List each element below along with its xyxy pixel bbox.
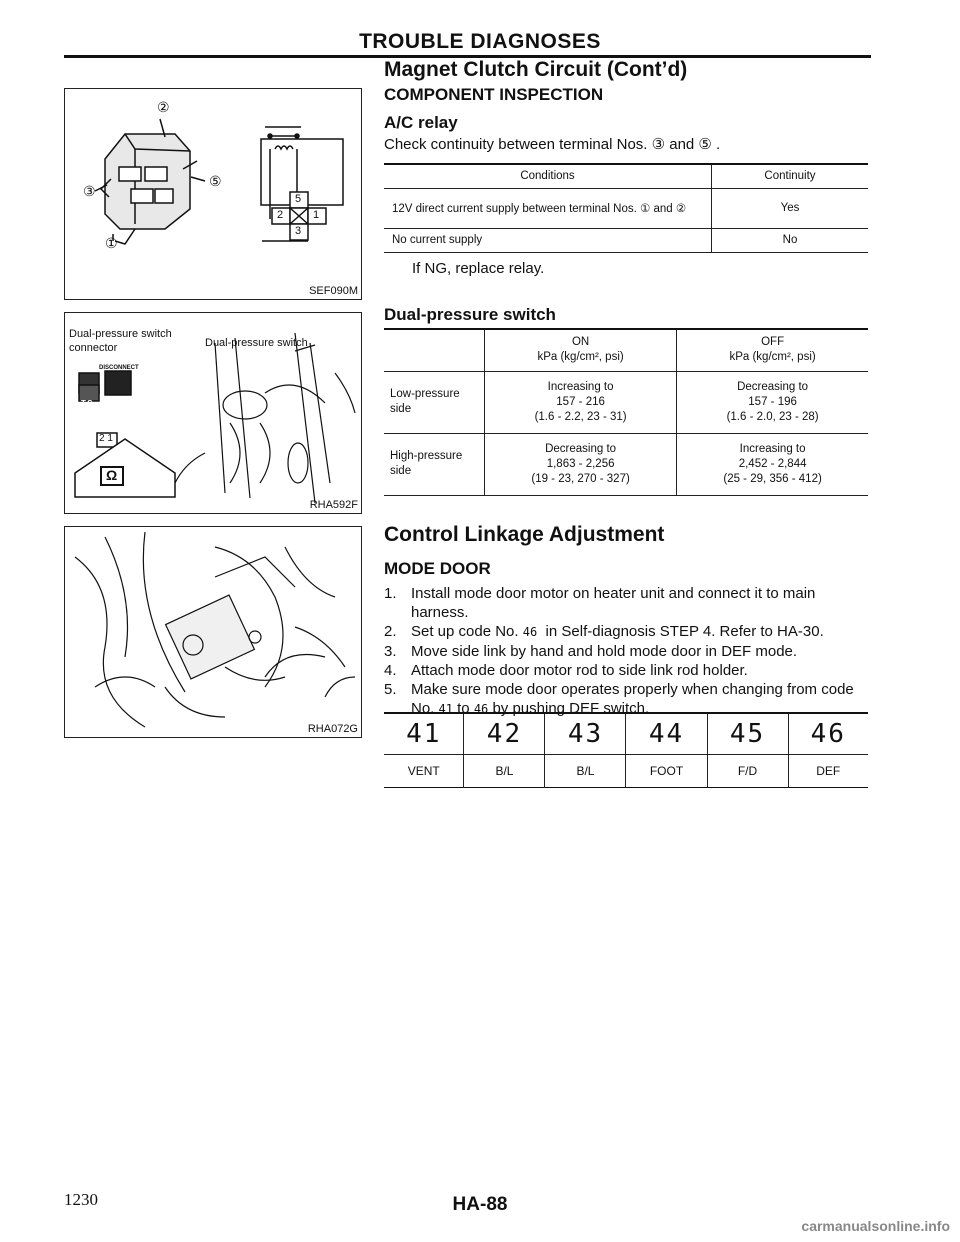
ts-label: T.S. (81, 399, 95, 408)
dp-row-label: High-pressure side (384, 433, 485, 495)
step-item (384, 642, 868, 661)
relay-note: If NG, replace relay. (412, 260, 545, 277)
mode-code-cell: 44 (626, 713, 707, 755)
dp-header-off-state: OFF (761, 336, 785, 349)
connector-label: Dual-pressure switch connector (69, 328, 172, 354)
mode-door-heading: MODE DOOR (384, 559, 491, 578)
mode-name-cell: F/D (707, 755, 788, 788)
step-number: 4. (384, 662, 397, 679)
dp-row-label: Low-pressure side (384, 371, 485, 433)
control-linkage-title: Control Linkage Adjustment (384, 523, 665, 546)
relay-row-continuity: Yes (712, 188, 869, 228)
dp-cell-line: 1,863 - 2,256 (546, 457, 615, 470)
mode-code-cell: 43 (545, 713, 626, 755)
relay-row-continuity: No (712, 228, 869, 252)
watermark: carmanualsonline.info (801, 1218, 950, 1234)
mode-name-cell: B/L (464, 755, 545, 788)
dp-header-on-unit: kPa (kg/cm², psi) (537, 351, 624, 364)
step-text: Attach mode door motor rod to side link rod holder. (411, 662, 748, 679)
terminal-3-label: ③ (83, 183, 96, 199)
dp-corner-cell (384, 329, 485, 371)
adjustment-steps (384, 584, 868, 719)
dp-header-off-unit: kPa (kg/cm², psi) (729, 351, 816, 364)
mode-code-cell: 46 (788, 713, 868, 755)
ac-relay-heading: A/C relay (384, 113, 458, 132)
pin-1-label: 1 (313, 209, 320, 221)
step-text: Make sure mode door operates properly when changing from code No. (411, 681, 854, 717)
disconnect-label: DISCONNECT (99, 365, 139, 371)
connector-pin-label: 2 1 (99, 433, 113, 444)
relay-header-continuity: Continuity (712, 164, 869, 188)
mode-name-cell: DEF (788, 755, 868, 788)
mode-name-cell: FOOT (626, 755, 707, 788)
dp-cell-line: 2,452 - 2,844 (738, 457, 807, 470)
figure-id-label: RHA072G (307, 723, 358, 735)
dp-header-on (485, 329, 677, 371)
dual-pressure-heading: Dual-pressure switch (384, 305, 556, 324)
section-title: Magnet Clutch Circuit (Cont’d) (384, 58, 688, 81)
step-number: 2. (384, 623, 397, 640)
mode-motor-illustration (65, 527, 361, 737)
relay-figure (64, 88, 362, 300)
sheet-number: 1230 (64, 1190, 98, 1209)
mode-name-cell: B/L (545, 755, 626, 788)
pin-3-label: 3 (295, 225, 302, 237)
ohm-meter-icon: Ω (106, 467, 118, 483)
figure-id-label: RHA592F (309, 499, 358, 511)
dp-cell-off (677, 433, 868, 495)
relay-illustration (65, 89, 361, 299)
switch-label: Dual-pressure switch (205, 337, 308, 349)
step-number: 5. (384, 681, 397, 698)
dp-cell-line: (1.6 - 2.2, 23 - 31) (534, 410, 627, 423)
step-code: 46 (522, 625, 538, 639)
dp-cell-line: (19 - 23, 270 - 327) (531, 472, 630, 485)
step-text: Set up code No. (411, 623, 519, 640)
dp-cell-line: Decreasing to (545, 442, 617, 455)
step-text: by pushing DEF switch. (492, 700, 650, 717)
ac-relay-instruction: Check continuity between terminal Nos. ③ and ⑤ . (384, 136, 721, 153)
dual-pressure-table (384, 328, 868, 496)
terminal-2-label: ② (157, 99, 170, 115)
dp-cell-on (485, 433, 677, 495)
step-number: 3. (384, 643, 397, 660)
step-text: in Self-diagnosis STEP 4. Refer to HA-30. (545, 623, 824, 640)
page-header-title: TROUBLE DIAGNOSES (359, 30, 601, 53)
section-subtitle: COMPONENT INSPECTION (384, 85, 604, 104)
terminal-5-label: ⑤ (209, 173, 222, 189)
step-item (384, 622, 868, 642)
dp-cell-on (485, 371, 677, 433)
step-text: Install mode door motor on heater unit and connect it to main harness. (411, 585, 816, 621)
figure-id-label: SEF090M (309, 285, 358, 297)
dp-cell-line: 157 - 216 (556, 395, 605, 408)
mode-code-cell: 42 (464, 713, 545, 755)
relay-row-condition: No current supply (384, 228, 712, 252)
step-item (384, 661, 868, 680)
relay-row-condition: 12V direct current supply between terminal Nos. ① and ② (384, 188, 712, 228)
step-code: 46 (473, 702, 489, 716)
relay-header-conditions: Conditions (384, 164, 712, 188)
step-code: 41 (438, 702, 453, 716)
dp-header-on-state: ON (571, 336, 590, 349)
mode-motor-figure (64, 526, 362, 738)
step-text: Move side link by hand and hold mode door in DEF mode. (411, 643, 798, 660)
mode-code-cell: 45 (707, 713, 788, 755)
dp-cell-line: Increasing to (547, 380, 614, 393)
dp-header-off (677, 329, 868, 371)
pin-2-label: 2 (277, 209, 284, 221)
mode-code-cell: 41 (384, 713, 464, 755)
mode-name-cell: VENT (407, 764, 440, 778)
mode-code-table (384, 712, 868, 788)
step-item (384, 584, 868, 622)
dp-cell-off (677, 371, 868, 433)
terminal-1-label: ① (105, 235, 118, 251)
step-number: 1. (384, 585, 397, 602)
dp-cell-line: 157 - 196 (748, 395, 797, 408)
relay-continuity-table (384, 163, 868, 253)
dp-cell-line: (25 - 29, 356 - 412) (723, 472, 822, 485)
page-number: HA-88 (452, 1194, 508, 1215)
dp-cell-line: Decreasing to (737, 380, 809, 393)
switch-figure (64, 312, 362, 514)
dp-cell-line: (1.6 - 2.0, 23 - 28) (726, 410, 819, 423)
pin-5-label: 5 (295, 193, 302, 205)
dp-cell-line: Increasing to (739, 442, 806, 455)
step-text: to (457, 700, 470, 717)
